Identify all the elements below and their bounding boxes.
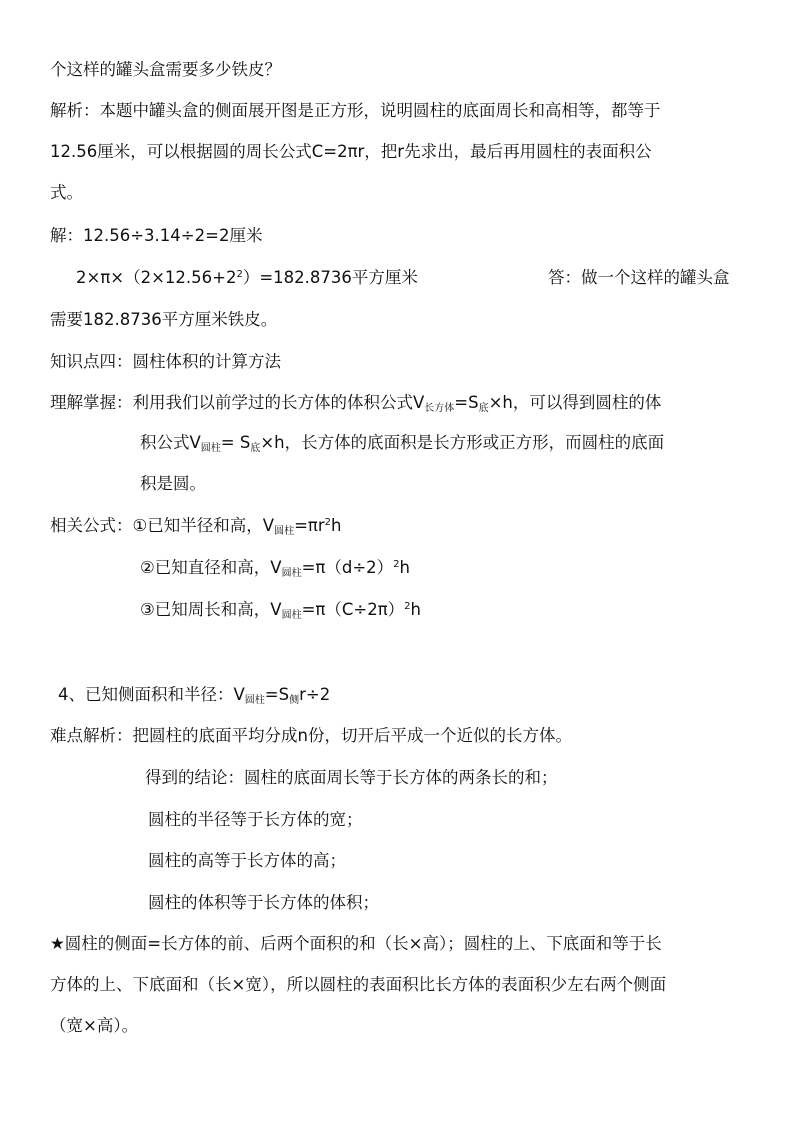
text-line: 方体的上、下底面和（长×宽），所以圆柱的表面积比长方体的表面积少左右两个侧面 — [50, 975, 667, 994]
text-line: 得到的结论：圆柱的底面周长等于长方体的两条长的和； — [145, 768, 558, 787]
text-line: ★圆柱的侧面=长方体的前、后两个面积的和（长×高）；圆柱的上、下底面和等于长 — [50, 934, 662, 953]
superscript: 2 — [393, 559, 400, 570]
text-part: =π（C÷2π） — [301, 600, 405, 619]
subscript: 圆柱 — [281, 610, 302, 621]
section-heading: 知识点四：圆柱体积的计算方法 — [50, 352, 281, 371]
text-part: 相关公式：①已知半径和高，V — [50, 516, 275, 535]
formula-line — [140, 598, 421, 625]
subscript: 圆柱 — [274, 526, 295, 537]
formula-line — [50, 514, 341, 541]
superscript: 2 — [236, 269, 243, 280]
text-line: 解：12.56÷3.14÷2=2厘米 — [50, 226, 263, 245]
text-part: r÷2 — [299, 685, 331, 704]
text-part: ③已知周长和高，V — [140, 600, 282, 619]
text-line: 解析：本题中罐头盒的侧面展开图是正方形，说明圆柱的底面周长和高相等，都等于 — [50, 101, 661, 120]
text-part: ×h，长方体的底面积是长方形或正方形，而圆柱的底面 — [260, 433, 665, 452]
text-part: 4、已知侧面积和半径：V — [58, 685, 245, 704]
text-part: h — [399, 558, 410, 577]
superscript: 2 — [324, 517, 332, 528]
text-line: 需要182.8736平方厘米铁皮。 — [50, 310, 278, 329]
text-part: h — [410, 600, 421, 619]
subscript: 底 — [250, 443, 261, 454]
subscript: 底 — [478, 403, 489, 414]
text-part: 积公式V — [140, 433, 201, 452]
text-part: ×h，可以得到圆柱的体 — [488, 393, 662, 412]
text-part: h — [331, 516, 342, 535]
text-part: =π（d÷2） — [301, 558, 394, 577]
text-line: 圆柱的半径等于长方体的宽； — [148, 810, 363, 829]
text-part: =πr — [294, 516, 325, 535]
text-line: 式。 — [50, 183, 83, 202]
text-part: =S — [264, 685, 290, 704]
text-part: =S — [454, 393, 479, 412]
subscript: 长方体 — [424, 403, 455, 414]
subscript: 侧 — [289, 695, 300, 706]
answer-text: 答：做一个这样的罐头盒 — [548, 268, 730, 287]
subscript: 圆柱 — [200, 443, 221, 454]
text-line: 圆柱的体积等于长方体的体积； — [148, 893, 379, 912]
text-part: ②已知直径和高，V — [140, 558, 282, 577]
formula-line — [58, 683, 330, 710]
formula-part: ）=182.8736平方厘米 — [242, 268, 418, 287]
superscript: 2 — [404, 601, 411, 612]
text-part: 理解掌握：利用我们以前学过的长方体的体积公式V — [50, 393, 425, 412]
text-line: 难点解析：把圆柱的底面平均分成n份，切开后平成一个近似的长方体。 — [50, 726, 572, 745]
text-line: 积是圆。 — [140, 474, 206, 493]
text-line: （宽×高）。 — [50, 1016, 139, 1035]
text-line: 圆柱的高等于长方体的高； — [148, 851, 346, 870]
formula-part: 2×π×（2×12.56+2 — [76, 268, 237, 287]
subscript: 圆柱 — [281, 568, 302, 579]
formula-line — [76, 266, 418, 293]
subscript: 圆柱 — [244, 695, 265, 706]
text-line: 个这样的罐头盒需要多少铁皮？ — [50, 60, 281, 79]
text-line — [140, 431, 664, 458]
text-line: 12.56厘米，可以根据圆的周长公式C=2πr，把r先求出，最后再用圆柱的表面积公 — [50, 142, 652, 161]
formula-line — [140, 556, 410, 583]
text-line — [50, 391, 661, 418]
text-part: = S — [220, 433, 251, 452]
